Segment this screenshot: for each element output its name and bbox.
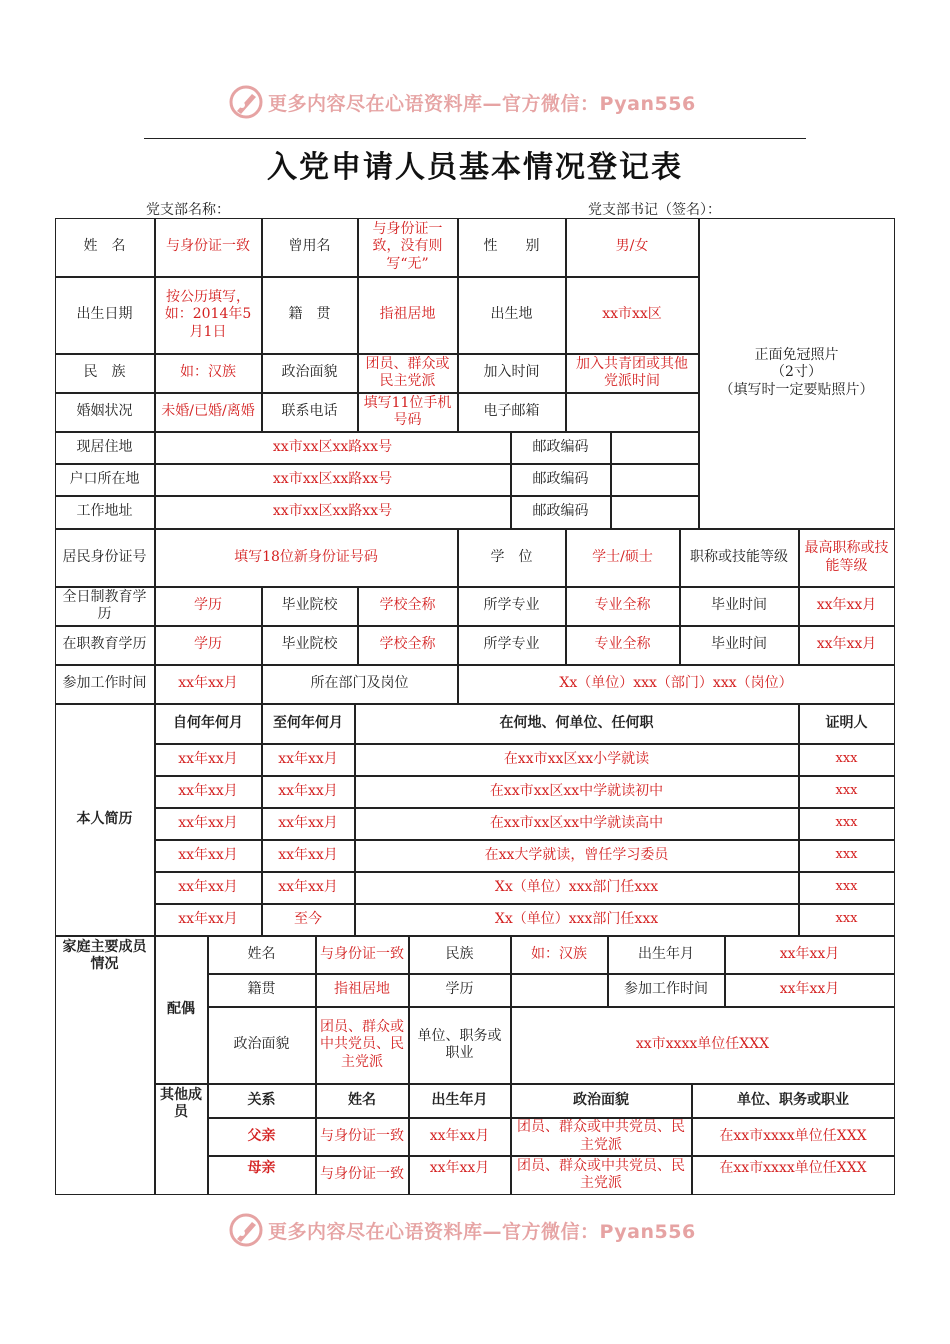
secretary-signature-label: 党支部书记（签名）： bbox=[588, 202, 721, 218]
birthplace-label: 出生地 bbox=[458, 277, 566, 354]
resume-to[interactable]: xx年xx月 bbox=[262, 840, 355, 872]
resume-witness[interactable]: xxx bbox=[799, 808, 895, 840]
member-political-field[interactable]: 团员、群众或中共党员、民主党派 bbox=[511, 1118, 692, 1156]
spouse-political-label: 政治面貌 bbox=[208, 1007, 316, 1084]
photo-size: （2寸） bbox=[771, 364, 822, 381]
resume-from[interactable]: xx年xx月 bbox=[155, 776, 262, 808]
resume-desc[interactable]: 在xx市xx区xx中学就读高中 bbox=[355, 808, 799, 840]
work-start-field[interactable]: xx年xx月 bbox=[155, 665, 262, 704]
member-birth-field[interactable]: xx年xx月 bbox=[409, 1118, 511, 1156]
spouse-name-label: 姓名 bbox=[208, 936, 316, 974]
join-time-field[interactable]: 加入共青团或其他党派时间 bbox=[566, 354, 699, 393]
name-field[interactable]: 与身份证一致 bbox=[155, 218, 262, 277]
pen-logo-icon bbox=[228, 1212, 264, 1248]
join-time-label: 加入时间 bbox=[458, 354, 566, 393]
resume-from[interactable]: xx年xx月 bbox=[155, 808, 262, 840]
others-header-political: 政治面貌 bbox=[511, 1084, 692, 1118]
dept-position-label: 所在部门及岗位 bbox=[262, 665, 458, 704]
spouse-name-field[interactable]: 与身份证一致 bbox=[316, 936, 409, 974]
former-name-field[interactable]: 与身份证一致，没有则写“无” bbox=[358, 218, 458, 277]
phone-field[interactable]: 填写11位手机号码 bbox=[358, 393, 458, 432]
spouse-birth-field[interactable]: xx年xx月 bbox=[725, 936, 895, 974]
marital-status-field[interactable]: 未婚/已婚/离婚 bbox=[155, 393, 262, 432]
fulltime-edu-field[interactable]: 学历 bbox=[155, 587, 262, 626]
title-rule bbox=[144, 138, 806, 139]
spouse-political-field[interactable]: 团员、群众或中共党员、民主党派 bbox=[316, 1007, 409, 1084]
other-members-label: 其他成员 bbox=[155, 1084, 208, 1195]
watermark-bottom bbox=[228, 1210, 748, 1250]
parttime-grad-field[interactable]: xx年xx月 bbox=[799, 626, 895, 665]
work-start-label: 参加工作时间 bbox=[55, 665, 155, 704]
resume-from[interactable]: xx年xx月 bbox=[155, 840, 262, 872]
resume-to[interactable]: xx年xx月 bbox=[262, 776, 355, 808]
resume-desc[interactable]: 在xx大学就读，曾任学习委员 bbox=[355, 840, 799, 872]
dept-position-field[interactable]: Xx（单位）xxx（部门）xxx（岗位） bbox=[458, 665, 895, 704]
residence-postcode-label: 邮政编码 bbox=[511, 432, 611, 464]
marital-status-label: 婚姻状况 bbox=[55, 393, 155, 432]
member-name-field[interactable]: 与身份证一致 bbox=[316, 1118, 409, 1156]
birth-date-field[interactable]: 按公历填写，如：2014年5月1日 bbox=[155, 277, 262, 354]
residence-label: 现居住地 bbox=[55, 432, 155, 464]
resume-to[interactable]: xx年xx月 bbox=[262, 872, 355, 904]
residence-postcode-field[interactable] bbox=[611, 432, 699, 464]
fulltime-grad-label: 毕业时间 bbox=[680, 587, 799, 626]
spouse-education-field[interactable] bbox=[511, 974, 608, 1007]
degree-label: 学 位 bbox=[458, 529, 566, 587]
family-label: 家庭主要成员情况 bbox=[55, 936, 155, 1195]
branch-name-label: 党支部名称： bbox=[146, 202, 230, 218]
spouse-native-label: 籍贯 bbox=[208, 974, 316, 1007]
hukou-label: 户口所在地 bbox=[55, 464, 155, 496]
fulltime-school-field[interactable]: 学校全称 bbox=[358, 587, 458, 626]
others-header-unit: 单位、职务或职业 bbox=[692, 1084, 895, 1118]
resume-witness[interactable]: xxx bbox=[799, 872, 895, 904]
resume-desc[interactable]: Xx（单位）xxx部门任xxx bbox=[355, 904, 799, 936]
spouse-work-start-field[interactable]: xx年xx月 bbox=[725, 974, 895, 1007]
parttime-edu-label: 在职教育学历 bbox=[55, 626, 155, 665]
fulltime-school-label: 毕业院校 bbox=[262, 587, 358, 626]
resume-desc[interactable]: 在xx市xx区xx中学就读初中 bbox=[355, 776, 799, 808]
parttime-major-label: 所学专业 bbox=[458, 626, 566, 665]
resume-witness[interactable]: xxx bbox=[799, 840, 895, 872]
resume-to[interactable]: xx年xx月 bbox=[262, 744, 355, 776]
native-place-label: 籍 贯 bbox=[262, 277, 358, 354]
spouse-education-label: 学历 bbox=[409, 974, 511, 1007]
resume-witness[interactable]: xxx bbox=[799, 904, 895, 936]
watermark-text: 更多内容尽在心语资料库—官方微信：Pyan556 bbox=[268, 92, 696, 115]
work-postcode-label: 邮政编码 bbox=[511, 496, 611, 529]
photo-caption: 正面免冠照片 bbox=[754, 346, 839, 363]
member-birth-field[interactable]: xx年xx月 bbox=[409, 1156, 511, 1195]
work-address-field[interactable]: xx市xx区xx路xx号 bbox=[155, 496, 511, 529]
parttime-school-field[interactable]: 学校全称 bbox=[358, 626, 458, 665]
spouse-unit-label: 单位、职务或职业 bbox=[409, 1007, 511, 1084]
email-label: 电子邮箱 bbox=[458, 393, 566, 432]
resume-label: 本人简历 bbox=[55, 704, 155, 936]
spouse-birth-label: 出生年月 bbox=[608, 936, 725, 974]
political-status-label: 政治面貌 bbox=[262, 354, 358, 393]
photo-note: （填写时一定要贴照片） bbox=[719, 381, 874, 398]
birth-date-label: 出生日期 bbox=[55, 277, 155, 354]
resume-to[interactable]: 至今 bbox=[262, 904, 355, 936]
parttime-school-label: 毕业院校 bbox=[262, 626, 358, 665]
residence-field[interactable]: xx市xx区xx路xx号 bbox=[155, 432, 511, 464]
phone-label: 联系电话 bbox=[262, 393, 358, 432]
fulltime-grad-field[interactable]: xx年xx月 bbox=[799, 587, 895, 626]
resume-desc[interactable]: 在xx市xx区xx小学就读 bbox=[355, 744, 799, 776]
form-title: 入党申请人员基本情况登记表 bbox=[267, 150, 683, 185]
resume-witness[interactable]: xxx bbox=[799, 776, 895, 808]
watermark-top bbox=[228, 82, 748, 122]
resume-from[interactable]: xx年xx月 bbox=[155, 904, 262, 936]
others-header-name: 姓名 bbox=[316, 1084, 409, 1118]
spouse-unit-field[interactable]: xx市xxxx单位任XXX bbox=[511, 1007, 895, 1084]
ethnicity-field[interactable]: 如：汉族 bbox=[155, 354, 262, 393]
gender-field[interactable]: 男/女 bbox=[566, 218, 699, 277]
fulltime-major-label: 所学专业 bbox=[458, 587, 566, 626]
parttime-grad-label: 毕业时间 bbox=[680, 626, 799, 665]
resume-header-from: 自何年何月 bbox=[155, 704, 262, 744]
spouse-ethnicity-label: 民族 bbox=[409, 936, 511, 974]
relation-field[interactable]: 父亲 bbox=[208, 1118, 316, 1156]
former-name-label: 曾用名 bbox=[262, 218, 358, 277]
resume-header-to: 至何年何月 bbox=[262, 704, 355, 744]
work-postcode-field[interactable] bbox=[611, 496, 699, 529]
parttime-edu-field[interactable]: 学历 bbox=[155, 626, 262, 665]
spouse-native-field[interactable]: 指祖居地 bbox=[316, 974, 409, 1007]
resume-desc[interactable]: Xx（单位）xxx部门任xxx bbox=[355, 872, 799, 904]
resume-witness[interactable]: xxx bbox=[799, 744, 895, 776]
pen-logo-icon bbox=[228, 84, 264, 120]
others-header-birth: 出生年月 bbox=[409, 1084, 511, 1118]
birthplace-field[interactable]: xx市xx区 bbox=[566, 277, 699, 354]
degree-field[interactable]: 学士/硕士 bbox=[566, 529, 680, 587]
resume-header-desc: 在何地、何单位、任何职 bbox=[355, 704, 799, 744]
name-label: 姓 名 bbox=[55, 218, 155, 277]
resume-to[interactable]: xx年xx月 bbox=[262, 808, 355, 840]
hukou-postcode-label: 邮政编码 bbox=[511, 464, 611, 496]
hukou-field[interactable]: xx市xx区xx路xx号 bbox=[155, 464, 511, 496]
native-place-field[interactable]: 指祖居地 bbox=[358, 277, 458, 354]
fulltime-major-field[interactable]: 专业全称 bbox=[566, 587, 680, 626]
photo-box[interactable] bbox=[699, 218, 895, 529]
ethnicity-label: 民 族 bbox=[55, 354, 155, 393]
title-level-label: 职称或技能等级 bbox=[680, 529, 799, 587]
resume-header-witness: 证明人 bbox=[799, 704, 895, 744]
title-level-field[interactable]: 最高职称或技能等级 bbox=[799, 529, 895, 587]
resume-from[interactable]: xx年xx月 bbox=[155, 872, 262, 904]
email-field[interactable] bbox=[566, 393, 699, 432]
hukou-postcode-field[interactable] bbox=[611, 464, 699, 496]
parttime-major-field[interactable]: 专业全称 bbox=[566, 626, 680, 665]
watermark-text: 更多内容尽在心语资料库—官方微信：Pyan556 bbox=[268, 1220, 696, 1243]
political-status-field[interactable]: 团员、群众或民主党派 bbox=[358, 354, 458, 393]
others-header-relation: 关系 bbox=[208, 1084, 316, 1118]
resume-from[interactable]: xx年xx月 bbox=[155, 744, 262, 776]
spouse-label: 配偶 bbox=[155, 936, 208, 1084]
work-address-label: 工作地址 bbox=[55, 496, 155, 529]
member-political-field[interactable]: 团员、群众或中共党员、民主党派 bbox=[511, 1156, 692, 1195]
relation-field[interactable]: 母亲 bbox=[208, 1156, 316, 1195]
id-number-label: 居民身份证号 bbox=[55, 529, 155, 587]
member-name-field[interactable]: 与身份证一致 bbox=[316, 1156, 409, 1195]
fulltime-edu-label: 全日制教育学历 bbox=[55, 587, 155, 626]
id-number-field[interactable]: 填写18位新身份证号码 bbox=[155, 529, 458, 587]
gender-label: 性 别 bbox=[458, 218, 566, 277]
member-unit-field[interactable]: 在xx市xxxx单位任XXX bbox=[692, 1156, 895, 1195]
spouse-ethnicity-field[interactable]: 如：汉族 bbox=[511, 936, 608, 974]
spouse-work-start-label: 参加工作时间 bbox=[608, 974, 725, 1007]
member-unit-field[interactable]: 在xx市xxxx单位任XXX bbox=[692, 1118, 895, 1156]
